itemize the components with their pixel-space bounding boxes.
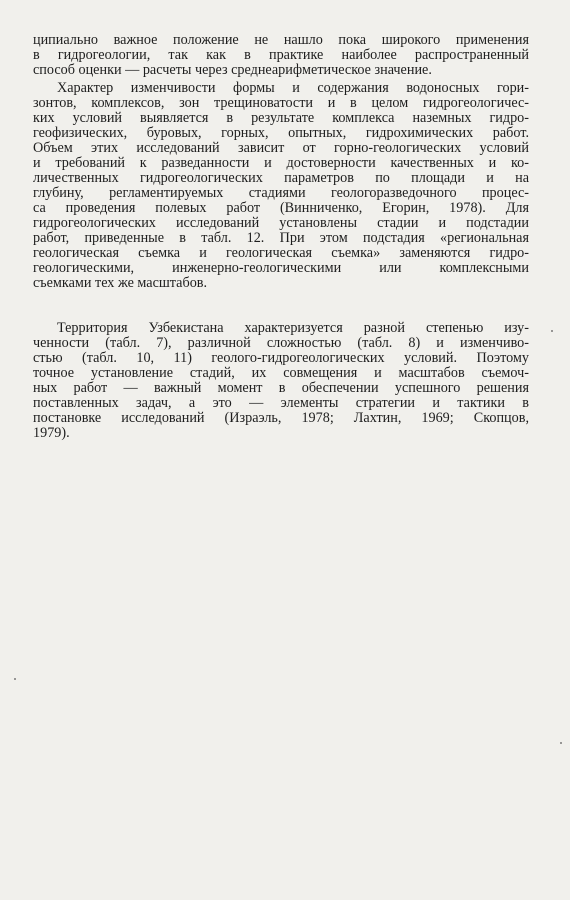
text-line: са проведения полевых работ (Винниченко, Егорин, 1978). Для xyxy=(33,201,529,216)
text-line: геологическая съемка и геологическая съемка» заменяются гидро- xyxy=(33,246,529,261)
text-line: способ оценки — расчеты через среднеарифметическое значение. xyxy=(33,63,432,78)
text-line: точное установление стадий, их совмещения и масштабов съемоч- xyxy=(33,366,529,381)
scan-speck xyxy=(551,330,553,332)
scan-speck xyxy=(14,678,16,680)
text-line: зонтов, комплексов, зон трещиноватости и в целом гидрогеологичес- xyxy=(33,96,529,111)
text-line: Объем этих исследований зависит от горно-геологических условий xyxy=(33,141,529,156)
text-line: стью (табл. 10, 11) геолого-гидрогеологических условий. Поэтому xyxy=(33,351,529,366)
text-line: ных работ — важный момент в обеспечении успешного решения xyxy=(33,381,529,396)
text-line: Характер изменчивости формы и содержания водоносных гори- xyxy=(57,81,529,96)
text-line: ципиально важное положение не нашло пока широкого применения xyxy=(33,33,529,48)
text-line: Территория Узбекистана характеризуется разной степенью изу- xyxy=(57,321,529,336)
text-line: работ, приведенные в табл. 12. При этом подстадия «региональная xyxy=(33,231,529,246)
text-line: геофизических, буровых, горных, опытных, гидрохимических работ. xyxy=(33,126,529,141)
paragraph-2 xyxy=(33,81,529,291)
text-line: и требований к разведанности и достоверности качественных и ко- xyxy=(33,156,529,171)
text-line: в гидрогеологии, так как в практике наиболее распространенный xyxy=(33,48,529,63)
text-line: 1979). xyxy=(33,426,70,441)
text-line: съемками тех же масштабов. xyxy=(33,276,208,291)
text-line: постановке исследований (Израэль, 1978; Лахтин, 1969; Скопцов, xyxy=(33,411,529,426)
text-line: личественных гидрогеологических параметров по площади и на xyxy=(33,171,529,186)
text-line: глубину, регламентируемых стадиями геологоразведочного процес- xyxy=(33,186,529,201)
paragraph-1 xyxy=(33,33,529,78)
scan-speck xyxy=(560,742,562,744)
text-line: поставленных задач, а это — элементы стратегии и тактики в xyxy=(33,396,529,411)
text-line: ченности (табл. 7), различной сложностью (табл. 8) и изменчиво- xyxy=(33,336,529,351)
text-line: гидрогеологических исследований установлены стадии и подстадии xyxy=(33,216,529,231)
text-line: ких условий выявляется в результате комплекса наземных гидро- xyxy=(33,111,529,126)
text-line: геологическими, инженерно-геологическими или комплексными xyxy=(33,261,529,276)
paragraph-3 xyxy=(33,321,529,441)
